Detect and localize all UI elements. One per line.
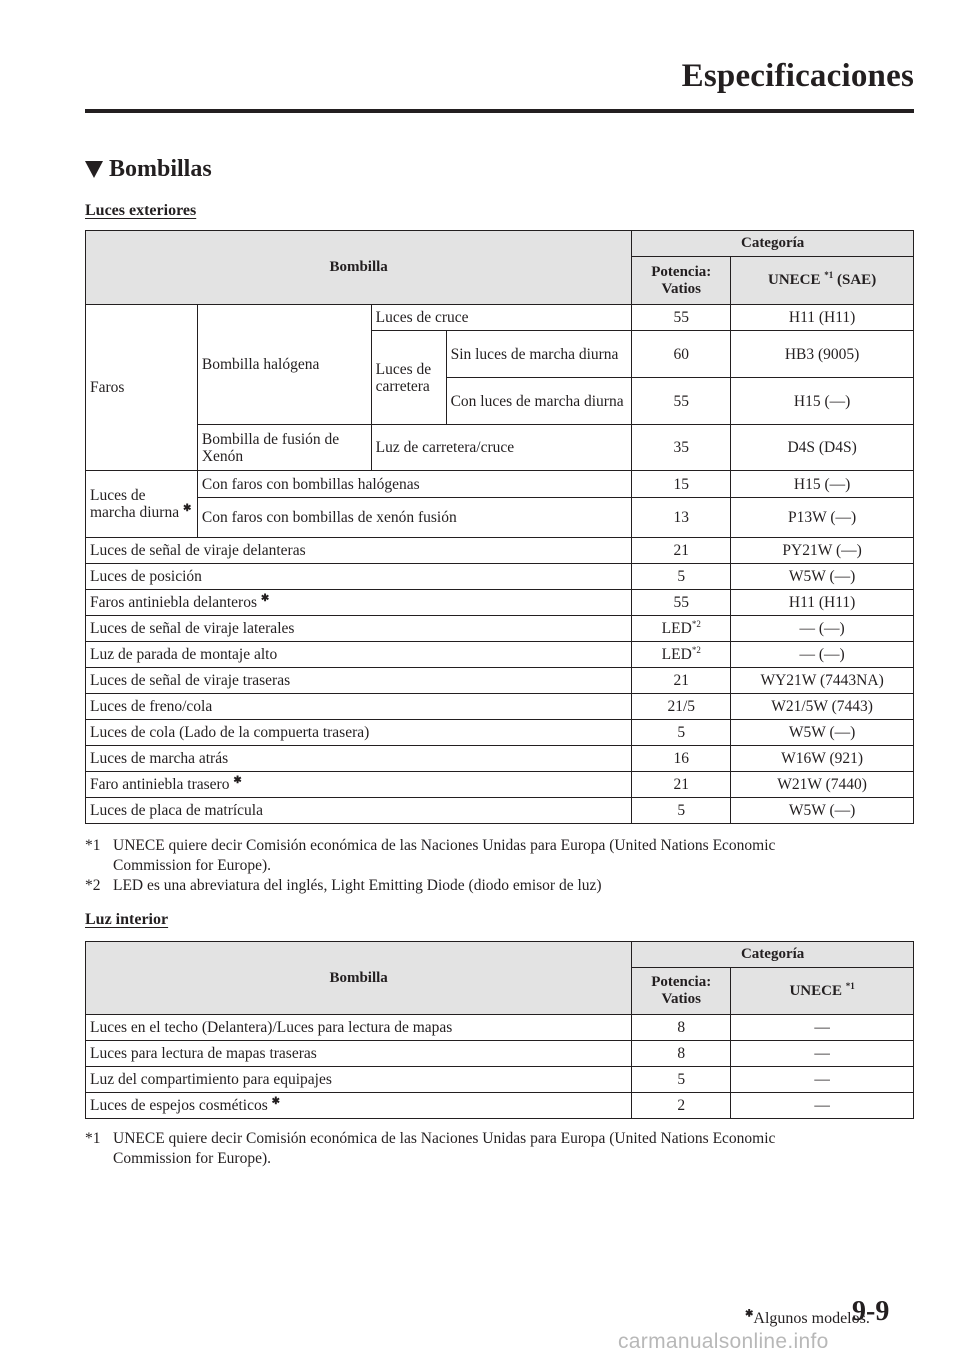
no-drl-power: 60 — [632, 331, 731, 378]
footnote-ref: *1 — [824, 270, 834, 280]
low-beam-power: 55 — [632, 305, 731, 331]
table-row — [86, 1015, 914, 1041]
xenon-code: D4S (D4S) — [731, 425, 914, 471]
code-cell: ― — [731, 1041, 914, 1067]
halogen-cell: Bombilla halógena — [197, 305, 371, 425]
interior-lights-table — [85, 941, 914, 1119]
bulb-name: Luz de parada de montaje alto — [90, 646, 278, 663]
footnote-1-mark: *1 — [85, 837, 101, 854]
drl-xenon-code: P13W (―) — [731, 498, 914, 538]
bulb-name: Luces de cola (Lado de la compuerta trasera) — [90, 724, 370, 741]
footnote-2 — [85, 876, 914, 896]
interior-heading: Luz interior — [85, 911, 169, 928]
power-cell: 8 — [632, 1015, 731, 1041]
bulb-name-cell — [86, 1067, 632, 1093]
table-row — [86, 720, 914, 746]
asterisk-icon: ✱ — [271, 1095, 281, 1107]
header-unece-label: UNECE — [768, 272, 821, 288]
drl-cell — [86, 471, 198, 538]
table-row — [86, 1067, 914, 1093]
low-beam-cell: Luces de cruce — [371, 305, 632, 331]
xenon-cell: Bombilla de fusión de Xenón — [197, 425, 371, 471]
power-cell — [632, 798, 731, 824]
bulb-name: Luces de freno/cola — [90, 698, 213, 715]
code-cell: W16W (921) — [731, 746, 914, 772]
bulb-name-cell — [86, 772, 632, 798]
table-row — [86, 642, 914, 668]
code-cell: ― (―) — [731, 616, 914, 642]
power-value: 55 — [673, 594, 689, 611]
asterisk-icon: ✱ — [745, 1308, 754, 1320]
power-value: LED — [661, 620, 692, 637]
interior-footnote-1-text: UNECE quiere decir Comisión económica de las Naciones Unidas para Europa (United Nations Economic — [113, 1130, 776, 1147]
drl-xenon-cell: Con faros con bombillas de xenón fusión — [197, 498, 631, 538]
code-cell: W21W (7440) — [731, 772, 914, 798]
low-beam-code: H11 (H11) — [731, 305, 914, 331]
drl-halogen-cell: Con faros con bombillas halógenas — [197, 471, 631, 498]
power-value: 21/5 — [667, 698, 696, 715]
bulb-name: Luces de espejos cosméticos — [90, 1097, 268, 1114]
interior-footnote-1-mark: *1 — [85, 1130, 101, 1147]
power-cell — [632, 746, 731, 772]
drl-halogen-power: 15 — [632, 471, 731, 498]
power-cell — [632, 720, 731, 746]
footnote-2-mark: *2 — [85, 877, 101, 894]
power-value: 5 — [677, 724, 686, 741]
with-drl-cell: Con luces de marcha diurna — [446, 378, 632, 425]
asterisk-icon: ✱ — [260, 592, 270, 604]
bulb-name: Luz del compartimiento para equipajes — [90, 1071, 332, 1088]
code-cell: PY21W (―) — [731, 538, 914, 564]
interior-footnote-1 — [85, 1129, 914, 1169]
table-row — [86, 746, 914, 772]
header-sae-label: (SAE) — [837, 272, 877, 288]
bulb-name: Luces para lectura de mapas traseras — [90, 1045, 317, 1062]
chapter-title: Especificaciones — [681, 58, 914, 94]
interior-footnote-1-text-cont: Commission for Europe). — [113, 1150, 271, 1167]
table-row — [86, 616, 914, 642]
code-cell: ― — [731, 1067, 914, 1093]
bulb-name-cell — [86, 564, 632, 590]
interior-header-unece — [731, 968, 914, 1015]
bulb-name: Faros antiniebla delanteros — [90, 594, 258, 611]
bulb-name: Luces de señal de viraje traseras — [90, 672, 291, 689]
bulb-name-cell — [86, 590, 632, 616]
header-rule — [85, 109, 914, 113]
code-cell: W5W (―) — [731, 720, 914, 746]
bulb-name: Luces de posición — [90, 568, 202, 585]
drl-label: Luces de marcha diurna — [90, 487, 180, 521]
bulb-name-cell — [86, 642, 632, 668]
footnote-ref: *2 — [691, 618, 701, 629]
with-drl-code: H15 (―) — [731, 378, 914, 425]
xenon-mode-cell: Luz de carretera/cruce — [371, 425, 632, 471]
bulb-name-cell — [86, 746, 632, 772]
bulb-name-cell — [86, 1093, 632, 1119]
asterisk-icon: ✱ — [233, 774, 242, 786]
drl-xenon-power: 13 — [632, 498, 731, 538]
table-row — [86, 1093, 914, 1119]
footnote-1-text-cont: Commission for Europe). — [113, 857, 271, 874]
bulb-name: Faro antiniebla trasero — [90, 776, 230, 793]
models-note-text: Algunos modelos. — [753, 1310, 870, 1327]
section-title — [85, 156, 212, 183]
asterisk-icon: ✱ — [182, 502, 192, 514]
power-value: LED — [661, 646, 692, 663]
bulb-name-cell — [86, 720, 632, 746]
drl-halogen-code: H15 (―) — [731, 471, 914, 498]
high-beam-cell: Luces de carretera — [371, 331, 446, 425]
bulb-name-cell — [86, 1041, 632, 1067]
code-cell: ― — [731, 1093, 914, 1119]
page-number: 9-9 — [852, 1296, 890, 1327]
header-category: Categoría — [632, 231, 914, 257]
table-row — [86, 798, 914, 824]
bulb-name-cell — [86, 798, 632, 824]
table-row — [86, 772, 914, 798]
interior-header-bulb: Bombilla — [86, 942, 632, 1015]
exterior-simple-rows — [86, 538, 914, 824]
faros-cell: Faros — [86, 305, 198, 471]
power-cell — [632, 694, 731, 720]
bulb-name: Luces de señal de viraje laterales — [90, 620, 295, 637]
exterior-footnotes — [85, 836, 914, 896]
footnote-ref: *1 — [845, 980, 855, 991]
power-cell — [632, 772, 731, 798]
table-row — [86, 538, 914, 564]
bulb-name-cell — [86, 668, 632, 694]
footnote-1 — [85, 836, 914, 876]
footnote-ref: *2 — [691, 644, 701, 655]
power-value: 5 — [677, 802, 686, 819]
code-cell: ― (―) — [731, 642, 914, 668]
table-row — [86, 1041, 914, 1067]
power-cell — [632, 590, 731, 616]
power-value: 5 — [677, 568, 686, 585]
bulb-name: Luces de placa de matrícula — [90, 802, 263, 819]
interior-header-power: Potencia: Vatios — [632, 968, 731, 1015]
xenon-power: 35 — [632, 425, 731, 471]
triangle-bullet-icon — [85, 161, 103, 178]
watermark: carmanualsonline.info — [618, 1330, 829, 1353]
power-cell — [632, 616, 731, 642]
table-row — [86, 590, 914, 616]
bulb-name-cell — [86, 1015, 632, 1041]
footnote-1-text: UNECE quiere decir Comisión económica de las Naciones Unidas para Europa (United Nations Economic — [113, 837, 776, 854]
power-cell — [632, 668, 731, 694]
no-drl-cell: Sin luces de marcha diurna — [446, 331, 632, 378]
code-cell: W5W (―) — [731, 798, 914, 824]
bulb-name-cell — [86, 616, 632, 642]
header-power: Potencia: Vatios — [632, 257, 731, 305]
exterior-heading: Luces exteriores — [85, 202, 197, 219]
code-cell: W5W (―) — [731, 564, 914, 590]
power-cell — [632, 538, 731, 564]
interior-rows — [86, 1015, 914, 1119]
header-bulb: Bombilla — [86, 231, 632, 305]
table-row — [86, 668, 914, 694]
section-title-text: Bombillas — [109, 156, 212, 182]
header-unece — [731, 257, 914, 305]
power-cell: 8 — [632, 1041, 731, 1067]
bulb-name: Luces en el techo (Delantera)/Luces para lectura de mapas — [90, 1019, 453, 1036]
power-value: 21 — [673, 776, 689, 793]
power-cell — [632, 642, 731, 668]
table-row — [86, 564, 914, 590]
power-value: 16 — [673, 750, 689, 767]
power-cell: 5 — [632, 1067, 731, 1093]
bulb-name: Luces de señal de viraje delanteras — [90, 542, 306, 559]
power-value: 21 — [673, 542, 689, 559]
exterior-lights-table — [85, 230, 914, 824]
code-cell: W21/5W (7443) — [731, 694, 914, 720]
footnote-2-text: LED es una abreviatura del inglés, Light Emitting Diode (diodo emisor de luz) — [113, 877, 602, 894]
interior-header-category: Categoría — [632, 942, 914, 968]
power-value: 21 — [673, 672, 689, 689]
bulb-name: Luces de marcha atrás — [90, 750, 229, 767]
no-drl-code: HB3 (9005) — [731, 331, 914, 378]
with-drl-power: 55 — [632, 378, 731, 425]
bulb-name-cell — [86, 694, 632, 720]
code-cell: WY21W (7443NA) — [731, 668, 914, 694]
bulb-name-cell — [86, 538, 632, 564]
code-cell: ― — [731, 1015, 914, 1041]
interior-footnotes — [85, 1129, 914, 1169]
interior-header-unece-label: UNECE — [789, 982, 842, 999]
code-cell: H11 (H11) — [731, 590, 914, 616]
table-row — [86, 694, 914, 720]
power-cell — [632, 564, 731, 590]
power-cell: 2 — [632, 1093, 731, 1119]
